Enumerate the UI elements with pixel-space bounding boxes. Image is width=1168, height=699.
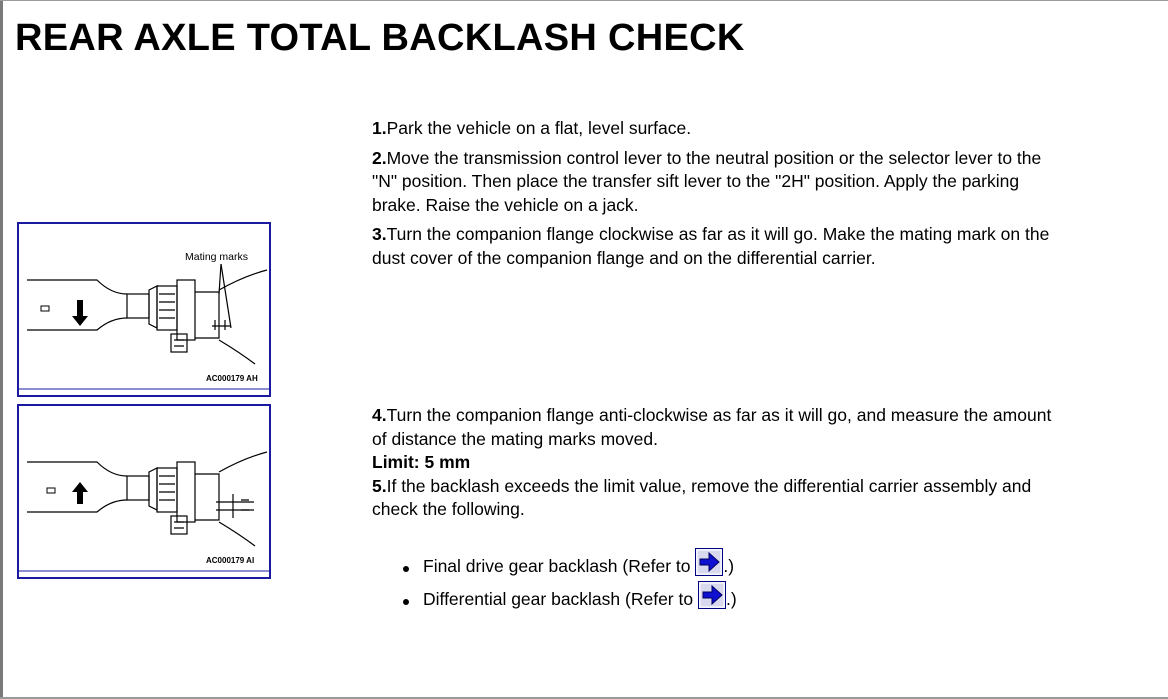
rotation-arrow-down-icon xyxy=(72,300,88,326)
refer-link-button[interactable] xyxy=(698,581,726,609)
driveshaft-clockwise-illustration xyxy=(19,224,269,395)
callout-mating-marks: Mating marks xyxy=(185,251,249,263)
rotation-arrow-up-icon xyxy=(72,482,88,504)
steps-group-1 xyxy=(372,117,1052,276)
window-left-border xyxy=(0,0,3,699)
steps-group-2 xyxy=(372,404,1052,522)
step-1: 1.Park the vehicle on a flat, level surface. xyxy=(372,118,692,138)
window-top-border xyxy=(0,0,1168,1)
step-2: 2.Move the transmission control lever to the neutral position or the selector lever to the "N" position. Then place the transfer sift lever to the "2H" position. Apply the parking brake. Raise the vehicle on a jack. xyxy=(372,147,1042,215)
arrow-right-icon xyxy=(699,582,725,608)
arrow-right-icon xyxy=(696,549,722,575)
reference-list xyxy=(400,546,737,612)
driveshaft-anticlockwise-illustration xyxy=(19,406,269,577)
page-title: REAR AXLE TOTAL BACKLASH CHECK xyxy=(15,17,745,59)
bullet-icon xyxy=(403,599,409,605)
list-item: Differential gear backlash (Refer to .) xyxy=(400,579,737,612)
figure-clockwise xyxy=(17,222,271,397)
refer-link-button[interactable] xyxy=(695,548,723,576)
figure-code: AC000179 AH xyxy=(206,374,258,383)
limit-value: Limit: 5 mm xyxy=(372,452,471,472)
list-item: Final drive gear backlash (Refer to .) xyxy=(400,546,737,579)
step-5: 5.If the backlash exceeds the limit value, remove the differential carrier assembly and check the following. xyxy=(372,475,1032,519)
figure-code: AC000179 AI xyxy=(206,556,255,565)
step-3: 3.Turn the companion flange clockwise as far as it will go. Make the mating mark on the dust cover of the companion flange and on the differential carrier. xyxy=(372,224,1050,268)
figure-anticlockwise xyxy=(17,404,271,579)
bullet-icon xyxy=(403,566,409,572)
step-4: 4.Turn the companion flange anti-clockwise as far as it will go, and measure the amount of distance the mating marks moved. xyxy=(372,405,1052,449)
